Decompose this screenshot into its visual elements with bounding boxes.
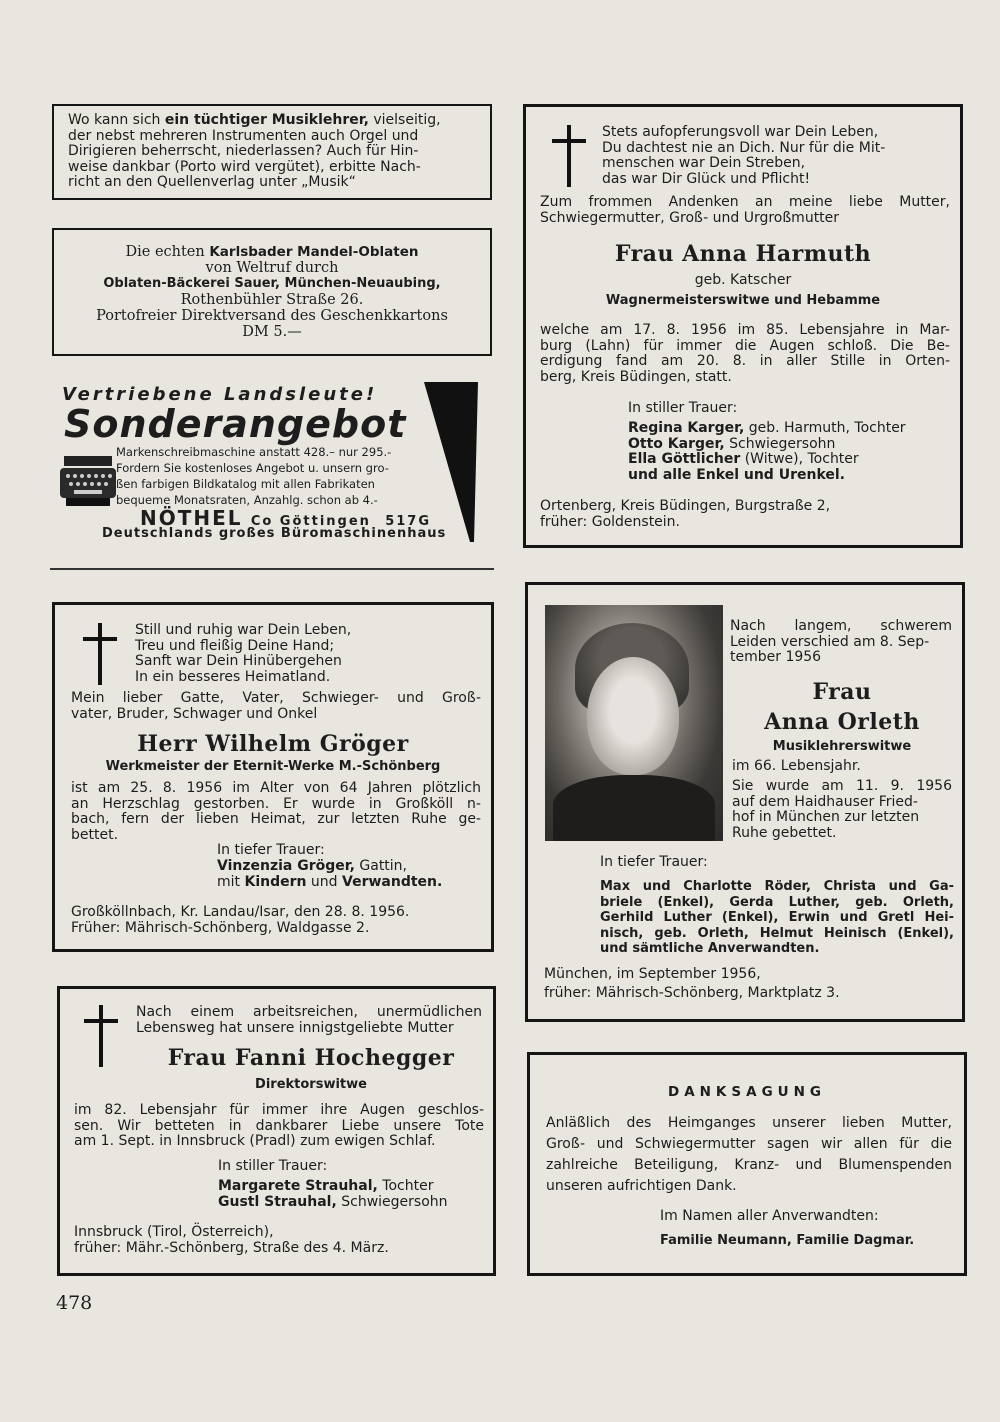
danksagung-body — [546, 1113, 952, 1197]
mourner — [628, 437, 906, 453]
maiden-name: geb. Katscher — [694, 272, 792, 288]
sonder-big: Sonderangebot — [64, 402, 407, 446]
intro-line: Leiden verschied am 8. Sep- — [730, 633, 930, 650]
body-line: zahlreiche Beteiligung, Kranz- und Blumenspenden — [546, 1157, 952, 1173]
sonder-ad — [58, 382, 478, 544]
mourner-name: Kindern — [244, 874, 307, 890]
address-line: Innsbruck (Tirol, Österreich), — [74, 1224, 274, 1240]
intro-line: Schwiegermutter, Groß- und Urgroßmutter — [540, 209, 840, 226]
mourning-label: In tiefer Trauer: — [217, 842, 325, 858]
intro-line: Nach einem arbeitsreichen, unermüdlichen — [136, 1004, 482, 1020]
mourner — [218, 1179, 433, 1195]
portrait-photo — [545, 605, 723, 841]
hochegger-address — [74, 1225, 389, 1256]
address-line: Ortenberg, Kreis Büdingen, Burgstraße 2, — [540, 498, 831, 514]
address-line: früher: Goldenstein. — [540, 513, 681, 530]
verse-line: das war Dir Glück und Pflicht! — [602, 170, 811, 187]
danksagung-title: DANKSAGUNG — [667, 1084, 826, 1100]
ad-text: Wo kann sich — [68, 112, 165, 128]
body-line: unseren aufrichtigen Dank. — [546, 1178, 737, 1194]
mourning-label: In stiller Trauer: — [218, 1158, 328, 1174]
ad-line: weise dankbar (Porto wird vergütet), erbitte Nach- — [68, 158, 421, 175]
danksagung-sign-label: Im Namen aller Anverwandten: — [660, 1208, 879, 1224]
portrait-face — [587, 657, 679, 775]
danksagung — [527, 1052, 967, 1276]
musiklehrer-ad — [52, 104, 492, 200]
harmuth-body — [540, 323, 950, 385]
mourner-name: Vinzenzia Gröger, — [217, 858, 355, 874]
mourner — [628, 452, 906, 468]
harmuth-verse — [602, 125, 885, 187]
mourner: und sämtliche Anverwandten. — [600, 941, 820, 956]
ad-highlight: ein tüchtiger Musiklehrer, — [164, 112, 369, 128]
body-line: welche am 17. 8. 1956 im 85. Lebensjahre in Mar- — [540, 322, 950, 338]
address-line: Früher: Mährisch-Schönberg, Waldgasse 2. — [71, 919, 370, 936]
verse-line: menschen war Dein Streben, — [602, 155, 806, 171]
divider — [50, 568, 494, 570]
mourning-label: In stiller Trauer: — [628, 400, 738, 416]
sonder-tagline: Deutschlands großes Büromaschinenhaus — [102, 526, 447, 541]
verse-line: Treu und fleißig Deine Hand; — [135, 637, 335, 654]
hochegger-intro — [136, 1005, 482, 1036]
body-line: Groß- und Schwiegermutter sagen wir allen für die — [546, 1136, 952, 1152]
oblaten-line: von Weltruf durch — [205, 260, 339, 276]
groeger-verse — [135, 623, 351, 685]
body-line: hof in München zur letzten — [732, 809, 920, 825]
orleth-address — [544, 965, 840, 1003]
groeger-intro — [71, 691, 481, 722]
ad-line: richt an den Quellenverlag unter „Musik“ — [68, 174, 356, 190]
mourner-name: Verwandten. — [342, 874, 443, 890]
verse-line: Sanft war Dein Hinübergehen — [135, 653, 342, 669]
body-line: Ruhe gebettet. — [732, 824, 837, 841]
obituary-hochegger — [57, 986, 496, 1276]
mourners-list — [600, 879, 954, 957]
deceased-title: Wagnermeisterswitwe und Hebamme — [605, 293, 881, 308]
oblaten-line: Rothenbühler Straße 26. — [180, 292, 364, 308]
address-line: München, im September 1956, — [544, 966, 761, 982]
mourner: Max und Charlotte Röder, Christa und Ga- — [600, 879, 954, 894]
body-line: auf dem Haidhauser Fried- — [732, 793, 918, 810]
ad-text: vielseitig, — [368, 112, 441, 128]
deceased-name: Frau Fanni Hochegger — [167, 1045, 455, 1071]
body-line: bach, fern der lieben Heimat, zur letzten Ruhe ge- — [71, 811, 481, 827]
mourner — [217, 859, 407, 875]
portrait-dress — [553, 775, 715, 841]
mourner-name: Margarete Strauhal, — [218, 1178, 378, 1194]
obituary-orleth — [525, 582, 965, 1022]
oblaten-line — [62, 244, 482, 260]
verse-line: Still und ruhig war Dein Leben, — [135, 622, 352, 638]
deceased-title: Werkmeister der Eternit-Werke M.-Schönberg — [105, 759, 441, 774]
harmuth-address — [540, 499, 830, 530]
mourner-relation: Tochter — [377, 1178, 434, 1194]
mourner-text: mit — [217, 874, 245, 890]
mourner-name: und alle Enkel und Urenkel. — [628, 466, 845, 483]
oblaten-product: Karlsbader Mandel-Oblaten — [209, 244, 419, 260]
verse-line: In ein besseres Heimatland. — [135, 668, 331, 685]
deceased-age: im 66. Lebensjahr. — [732, 758, 861, 774]
oblaten-company: Oblaten-Bäckerei Sauer, München-Neuaubing, — [103, 276, 441, 291]
body-line: erdigung fand am 20. 8. in aller Stille in Orten- — [540, 353, 950, 369]
mourners-list — [628, 421, 906, 483]
harmuth-intro — [540, 195, 950, 226]
body-line: bettet. — [71, 826, 119, 843]
page-number: 478 — [56, 1292, 93, 1314]
mourner-name: Gustl Strauhal, — [218, 1194, 337, 1210]
deceased-title: Musiklehrerswitwe — [772, 739, 912, 754]
body-line: im 82. Lebensjahr für immer ihre Augen geschlos- — [74, 1102, 484, 1118]
mourner-name: Otto Karger, — [628, 435, 725, 452]
sonder-company: NÖTHEL — [140, 506, 243, 530]
groeger-address — [71, 905, 409, 936]
mourner-relation: Schwiegersohn — [336, 1194, 448, 1210]
address-line: früher: Mähr.-Schönberg, Straße des 4. März. — [74, 1239, 389, 1256]
cross-icon — [552, 125, 586, 187]
sonder-line: Fordern Sie kostenloses Angebot u. unsern gro- — [116, 461, 389, 475]
hochegger-body — [74, 1103, 484, 1150]
sonder-company-rest: Co Göttingen — [250, 514, 371, 529]
intro-line: Mein lieber Gatte, Vater, Schwieger- und Groß- — [71, 690, 481, 706]
mourner — [628, 468, 906, 484]
sonder-line: bequeme Monatsraten, Anzahlg. schon ab 4.- — [116, 493, 378, 507]
mourning-label: In tiefer Trauer: — [600, 854, 708, 870]
ad-line — [68, 113, 476, 129]
body-line: burg (Lahn) für immer die Augen schloß. Die Be- — [540, 337, 950, 354]
obituary-harmuth — [523, 104, 963, 548]
danksagung-signature: Familie Neumann, Familie Dagmar. — [660, 1233, 915, 1248]
verse-line: Du dachtest nie an Dich. Nur für die Mit- — [602, 139, 886, 156]
deceased-name: Frau Anna Harmuth — [614, 241, 872, 267]
sonder-line: ßen farbigen Bildkatalog mit allen Fabrikaten — [116, 477, 375, 491]
intro-line: Zum frommen Andenken an meine liebe Mutter, — [540, 194, 950, 210]
sonder-line: Markenschreibmaschine anstatt 428.– nur 295.- — [116, 445, 392, 459]
intro-line: Nach langem, schwerem — [730, 618, 952, 634]
body-line: an Herzschlag gestorben. Er wurde in Großköll n- — [71, 795, 481, 812]
intro-line: Lebensweg hat unsere innigstgeliebte Mutter — [136, 1019, 454, 1036]
body-line: Sie wurde am 11. 9. 1956 — [732, 778, 952, 794]
body-line: Anläßlich des Heimganges unserer lieben Mutter, — [546, 1115, 952, 1131]
body-line: sen. Wir betteten in dankbarer Liebe unsere Tote — [74, 1117, 484, 1134]
address-line: Großköllnbach, Kr. Landau/Isar, den 28. 8. 1956. — [71, 904, 410, 920]
mourner-relation: Gattin, — [354, 858, 408, 874]
mourner — [628, 421, 906, 437]
cross-icon — [83, 623, 117, 685]
deceased-title: Direktorswitwe — [255, 1077, 367, 1092]
deceased-name: Anna Orleth — [764, 709, 920, 735]
body-line: ist am 25. 8. 1956 im Alter von 64 Jahren plötzlich — [71, 780, 481, 796]
obituary-groeger — [52, 602, 494, 952]
ad-line: der nebst mehreren Instrumenten auch Orgel und — [68, 127, 419, 144]
deceased-name: Herr Wilhelm Gröger — [137, 731, 409, 757]
mourner: nisch, geb. Orleth, Helmut Heinisch (Enkel), — [600, 925, 954, 941]
deceased-name-prefix: Frau — [812, 679, 872, 705]
mourner-text: und — [306, 874, 343, 890]
body-line: am 1. Sept. in Innsbruck (Pradl) zum ewigen Schlaf. — [74, 1133, 436, 1149]
verse-line: Stets aufopferungsvoll war Dein Leben, — [602, 124, 879, 140]
sonder-text — [116, 444, 446, 508]
typewriter-icon — [60, 446, 116, 510]
address-line: früher: Mährisch-Schönberg, Marktplatz 3. — [544, 985, 840, 1001]
ad-line: Dirigieren beherrscht, niederlassen? Auch für Hin- — [68, 143, 419, 159]
sonder-headline: Vertriebene Landsleute! — [62, 384, 378, 405]
intro-line: tember 1956 — [730, 649, 822, 665]
oblaten-text: Die echten — [125, 244, 210, 260]
oblaten-line: Portofreier Direktversand des Geschenkkartons — [96, 308, 448, 324]
sonder-code: 517G — [385, 514, 432, 529]
mourner — [218, 1195, 448, 1211]
orleth-body — [732, 779, 952, 841]
mourner-name: Ella Göttlicher — [628, 451, 741, 467]
mourner-name: Regina Karger, — [628, 420, 745, 436]
cross-icon — [84, 1005, 118, 1067]
mourner: Gerhild Luther (Enkel), Erwin und Gretl Hei- — [600, 910, 954, 925]
mourner-relation: (Witwe), Tochter — [740, 451, 859, 467]
mourner-relation: geb. Harmuth, Tochter — [744, 420, 906, 436]
oblaten-price: DM 5.— — [242, 324, 302, 340]
black-wedge-decoration — [424, 382, 478, 542]
oblaten-ad — [52, 228, 492, 356]
body-line: berg, Kreis Büdingen, statt. — [540, 368, 732, 385]
groeger-body — [71, 781, 481, 843]
mourner: briele (Enkel), Gerda Luther, geb. Orleth, — [600, 894, 954, 910]
orleth-intro — [730, 619, 952, 666]
mourner-relation: Schwiegersohn — [724, 435, 836, 452]
intro-line: vater, Bruder, Schwager und Onkel — [71, 705, 318, 722]
mourner — [217, 875, 442, 891]
